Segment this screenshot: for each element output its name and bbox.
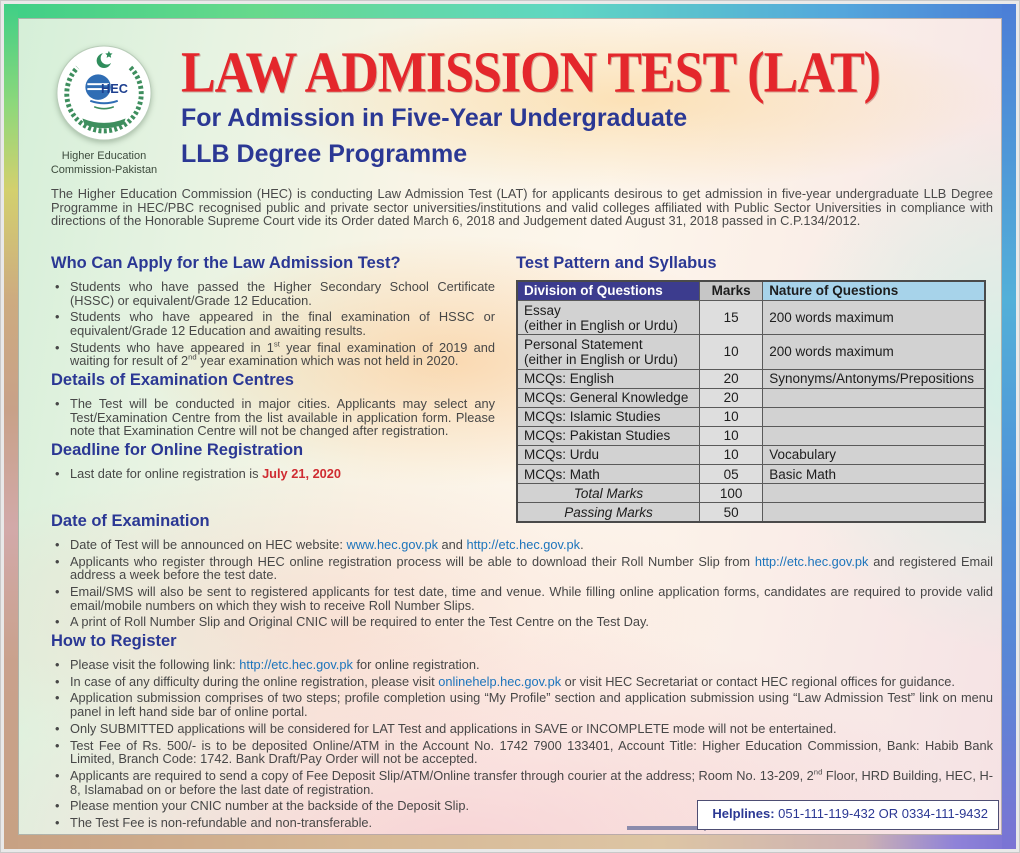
text-segment: Only SUBMITTED applications will be considered for LAT Test and applications in SAVE or INCOMPLETE mode will not be entertained. — [70, 720, 837, 736]
text-segment: Floor, HRD Building, HEC, H-8, Islamabad on or before the last date of registration. — [70, 767, 994, 797]
col-header-marks: Marks — [700, 281, 763, 301]
table-cell — [763, 484, 985, 503]
table-cell: MCQs: Math — [517, 465, 700, 484]
list-item — [51, 769, 993, 796]
superscript: nd — [188, 353, 197, 363]
text-segment: for online registration. — [352, 657, 480, 673]
list-item — [51, 555, 993, 582]
syllabus-table — [516, 280, 986, 523]
link-text: onlinehelp.hec.gov.pk — [438, 673, 562, 689]
table-cell: 10 — [700, 426, 763, 445]
table-cell: Personal Statement (either in English or Urdu) — [517, 335, 700, 369]
table-cell: 05 — [700, 465, 763, 484]
table-cell: 20 — [700, 388, 763, 407]
subtitle-line2: LLB Degree Programme — [181, 140, 468, 168]
link-text: www.hec.gov.pk — [346, 536, 438, 552]
text-segment: year final examination of 2019 and waiting for result of 2 — [70, 339, 495, 369]
link-text: http://etc.hec.gov.pk — [754, 553, 869, 569]
hec-logo-block — [48, 44, 160, 178]
frame-right — [1002, 4, 1016, 849]
text-segment: The Test Fee is non-refundable and non-transferable. — [70, 814, 373, 830]
svg-text:HEC: HEC — [101, 81, 128, 96]
table-row — [517, 465, 985, 484]
heading-deadline: Deadline for Online Registration — [51, 441, 304, 460]
table-cell: Passing Marks — [517, 503, 700, 523]
table-cell: 100 — [700, 484, 763, 503]
table-cell — [763, 388, 985, 407]
who-can-apply-list — [51, 280, 495, 368]
table-cell: MCQs: Urdu — [517, 445, 700, 464]
table-cell: 20 — [700, 369, 763, 388]
table-cell: Synonyms/Antonyms/Prepositions — [763, 369, 985, 388]
table-cell: 50 — [700, 503, 763, 523]
logo-caption — [48, 150, 160, 178]
table-cell: MCQs: Pakistan Studies — [517, 426, 700, 445]
table-cell: Basic Math — [763, 465, 985, 484]
heading-date-of-exam: Date of Examination — [51, 512, 210, 530]
link-text: http://etc.hec.gov.pk — [239, 657, 353, 673]
table-cell: 10 — [700, 445, 763, 464]
col-header-nature: Nature of Questions — [763, 281, 985, 301]
col-header-division: Division of Questions — [517, 281, 700, 301]
frame-bottom — [4, 835, 1016, 849]
left-column — [51, 254, 495, 484]
table-row — [517, 301, 985, 335]
list-item — [51, 739, 993, 766]
table-row — [517, 335, 985, 369]
heading-who-can-apply: Who Can Apply for the Law Admission Test? — [51, 254, 401, 272]
helpline-label: Helplines: — [712, 806, 775, 821]
table-cell — [763, 426, 985, 445]
list-item — [51, 538, 993, 552]
text-segment: or visit HEC Secretariat or contact HEC regional offices for guidance. — [561, 673, 955, 689]
deadline-list — [51, 467, 495, 481]
helpline-decor-line — [627, 826, 702, 830]
superscript: nd — [813, 767, 823, 777]
text-segment: Application submission comprises of two steps; profile completion using “My Profile” section and application submission using “Law Admission Test” link on menu panel in left hand side bar of online portal. — [70, 690, 993, 720]
list-item — [51, 341, 495, 368]
table-cell: 200 words maximum — [763, 335, 985, 369]
frame-left — [4, 4, 18, 849]
list-item — [51, 658, 993, 672]
helpline-numbers: 051-111-119-432 OR 0334-111-9432 — [778, 806, 988, 821]
table-cell: 15 — [700, 301, 763, 335]
list-item — [51, 615, 993, 629]
page-title: LAW ADMISSION TEST (LAT) — [181, 41, 880, 105]
exam-centres-list — [51, 397, 495, 438]
text-segment: The Test will be conducted in major cities. Applicants may select any Test/Examination Centre from the list available in application form. Please note that Examination Centre will not be changed after registration. — [70, 396, 495, 439]
list-item — [51, 280, 495, 307]
text-segment: Please mention your CNIC number at the backside of the Deposit Slip. — [70, 798, 470, 814]
table-cell: Essay (either in English or Urdu) — [517, 301, 700, 335]
heading-test-pattern: Test Pattern and Syllabus — [516, 254, 717, 272]
text-segment: Last date for online registration is — [70, 466, 263, 482]
frame-top — [4, 4, 1016, 18]
subtitle-line1: For Admission in Five-Year Undergraduate — [181, 104, 688, 132]
date-of-exam-list — [51, 538, 993, 629]
table-cell: MCQs: Islamic Studies — [517, 407, 700, 426]
table-header-row — [517, 281, 985, 301]
text-segment: Applicants who register through HEC online registration process will be able to download their Roll Number Slip from — [70, 553, 755, 569]
table-row — [517, 369, 985, 388]
link-text: http://etc.hec.gov.pk — [466, 536, 581, 552]
heading-exam-centres: Details of Examination Centres — [51, 371, 294, 390]
logo-caption-line1: Higher Education — [61, 150, 147, 162]
table-cell — [763, 407, 985, 426]
intro-paragraph: The Higher Education Commission (HEC) is conducting Law Admission Test (LAT) for applicants desirous to get admission in five-year undergraduate LLB Degree Programme in HEC/PBC recognised public and private sector universities/institutions and valid colleges affiliated with Public Sector Universities in compliance with directions of the Honorable Supreme Court vide its Order dated March 6, 2018 and Judgement dated August 31, 2018 passed in C.P.134/2012. — [51, 186, 993, 229]
list-item — [51, 722, 993, 736]
hec-logo-icon — [55, 44, 153, 142]
heading-how-to-register: How to Register — [51, 632, 177, 651]
table-row — [517, 445, 985, 464]
table-cell: 200 words maximum — [763, 301, 985, 335]
text-segment: Students who have appeared in the final examination of HSSC or equivalent/Grade 12 Education and awaiting results. — [70, 309, 495, 339]
list-item — [51, 585, 993, 612]
text-segment: In case of any difficulty during the online registration, please visit — [70, 673, 439, 689]
table-row — [517, 484, 985, 503]
bottom-sections — [51, 512, 993, 833]
text-segment: Date of Test will be announced on HEC website: — [70, 536, 347, 552]
text-segment: . — [580, 536, 584, 552]
text-segment: and — [438, 536, 467, 552]
table-cell: Vocabulary — [763, 445, 985, 464]
list-item — [51, 310, 495, 337]
text-segment: and registered Email address a week before the test date. — [70, 553, 993, 583]
right-column — [516, 254, 986, 523]
list-item — [51, 675, 993, 689]
table-body — [517, 301, 985, 523]
table-row — [517, 388, 985, 407]
logo-caption-line2: Commission-Pakistan — [50, 163, 158, 176]
poster-content — [18, 18, 1002, 835]
table-row — [517, 426, 985, 445]
text-segment: Test Fee of Rs. 500/- is to be deposited Online/ATM in the Account No. 1742 7900 133401, Account Title: Higher Education Commission, Bank: Habib Bank Limited, Branch Code: 1742. Bank Draft/Pay Order will not be accepted. — [70, 737, 993, 767]
table-cell: 10 — [700, 335, 763, 369]
superscript: st — [273, 339, 280, 349]
list-item — [51, 467, 495, 481]
table-cell: Total Marks — [517, 484, 700, 503]
text-segment: A print of Roll Number Slip and Original CNIC will be required to enter the Test Centre on the Test Day. — [70, 614, 649, 630]
list-item — [51, 397, 495, 438]
text-segment: Please visit the following link: — [70, 657, 240, 673]
text-segment: Email/SMS will also be sent to registered applicants for test date, time and venue. While filling online application forms, candidates are required to provide valid email/mobile numbers on which they wish to receive Roll Number Slips. — [70, 584, 993, 613]
helpline-box — [697, 800, 999, 830]
text-segment: Applicants are required to send a copy of Fee Deposit Slip/ATM/Online transfer through courier at the address; Room No. 13-209, 2 — [70, 767, 814, 783]
text-segment: year examination which was not held in 2020. — [196, 353, 459, 369]
table-cell: MCQs: General Knowledge — [517, 388, 700, 407]
highlight-date: July 21, 2020 — [262, 466, 342, 482]
table-cell: 10 — [700, 407, 763, 426]
text-segment: Students who have appeared in 1 — [70, 339, 274, 355]
page-subtitle — [181, 100, 687, 172]
table-row — [517, 407, 985, 426]
table-cell: MCQs: English — [517, 369, 700, 388]
list-item — [51, 691, 993, 718]
text-segment: Students who have passed the Higher Secondary School Certificate (HSSC) or equivalent/Grade 12 Education. — [70, 278, 495, 308]
